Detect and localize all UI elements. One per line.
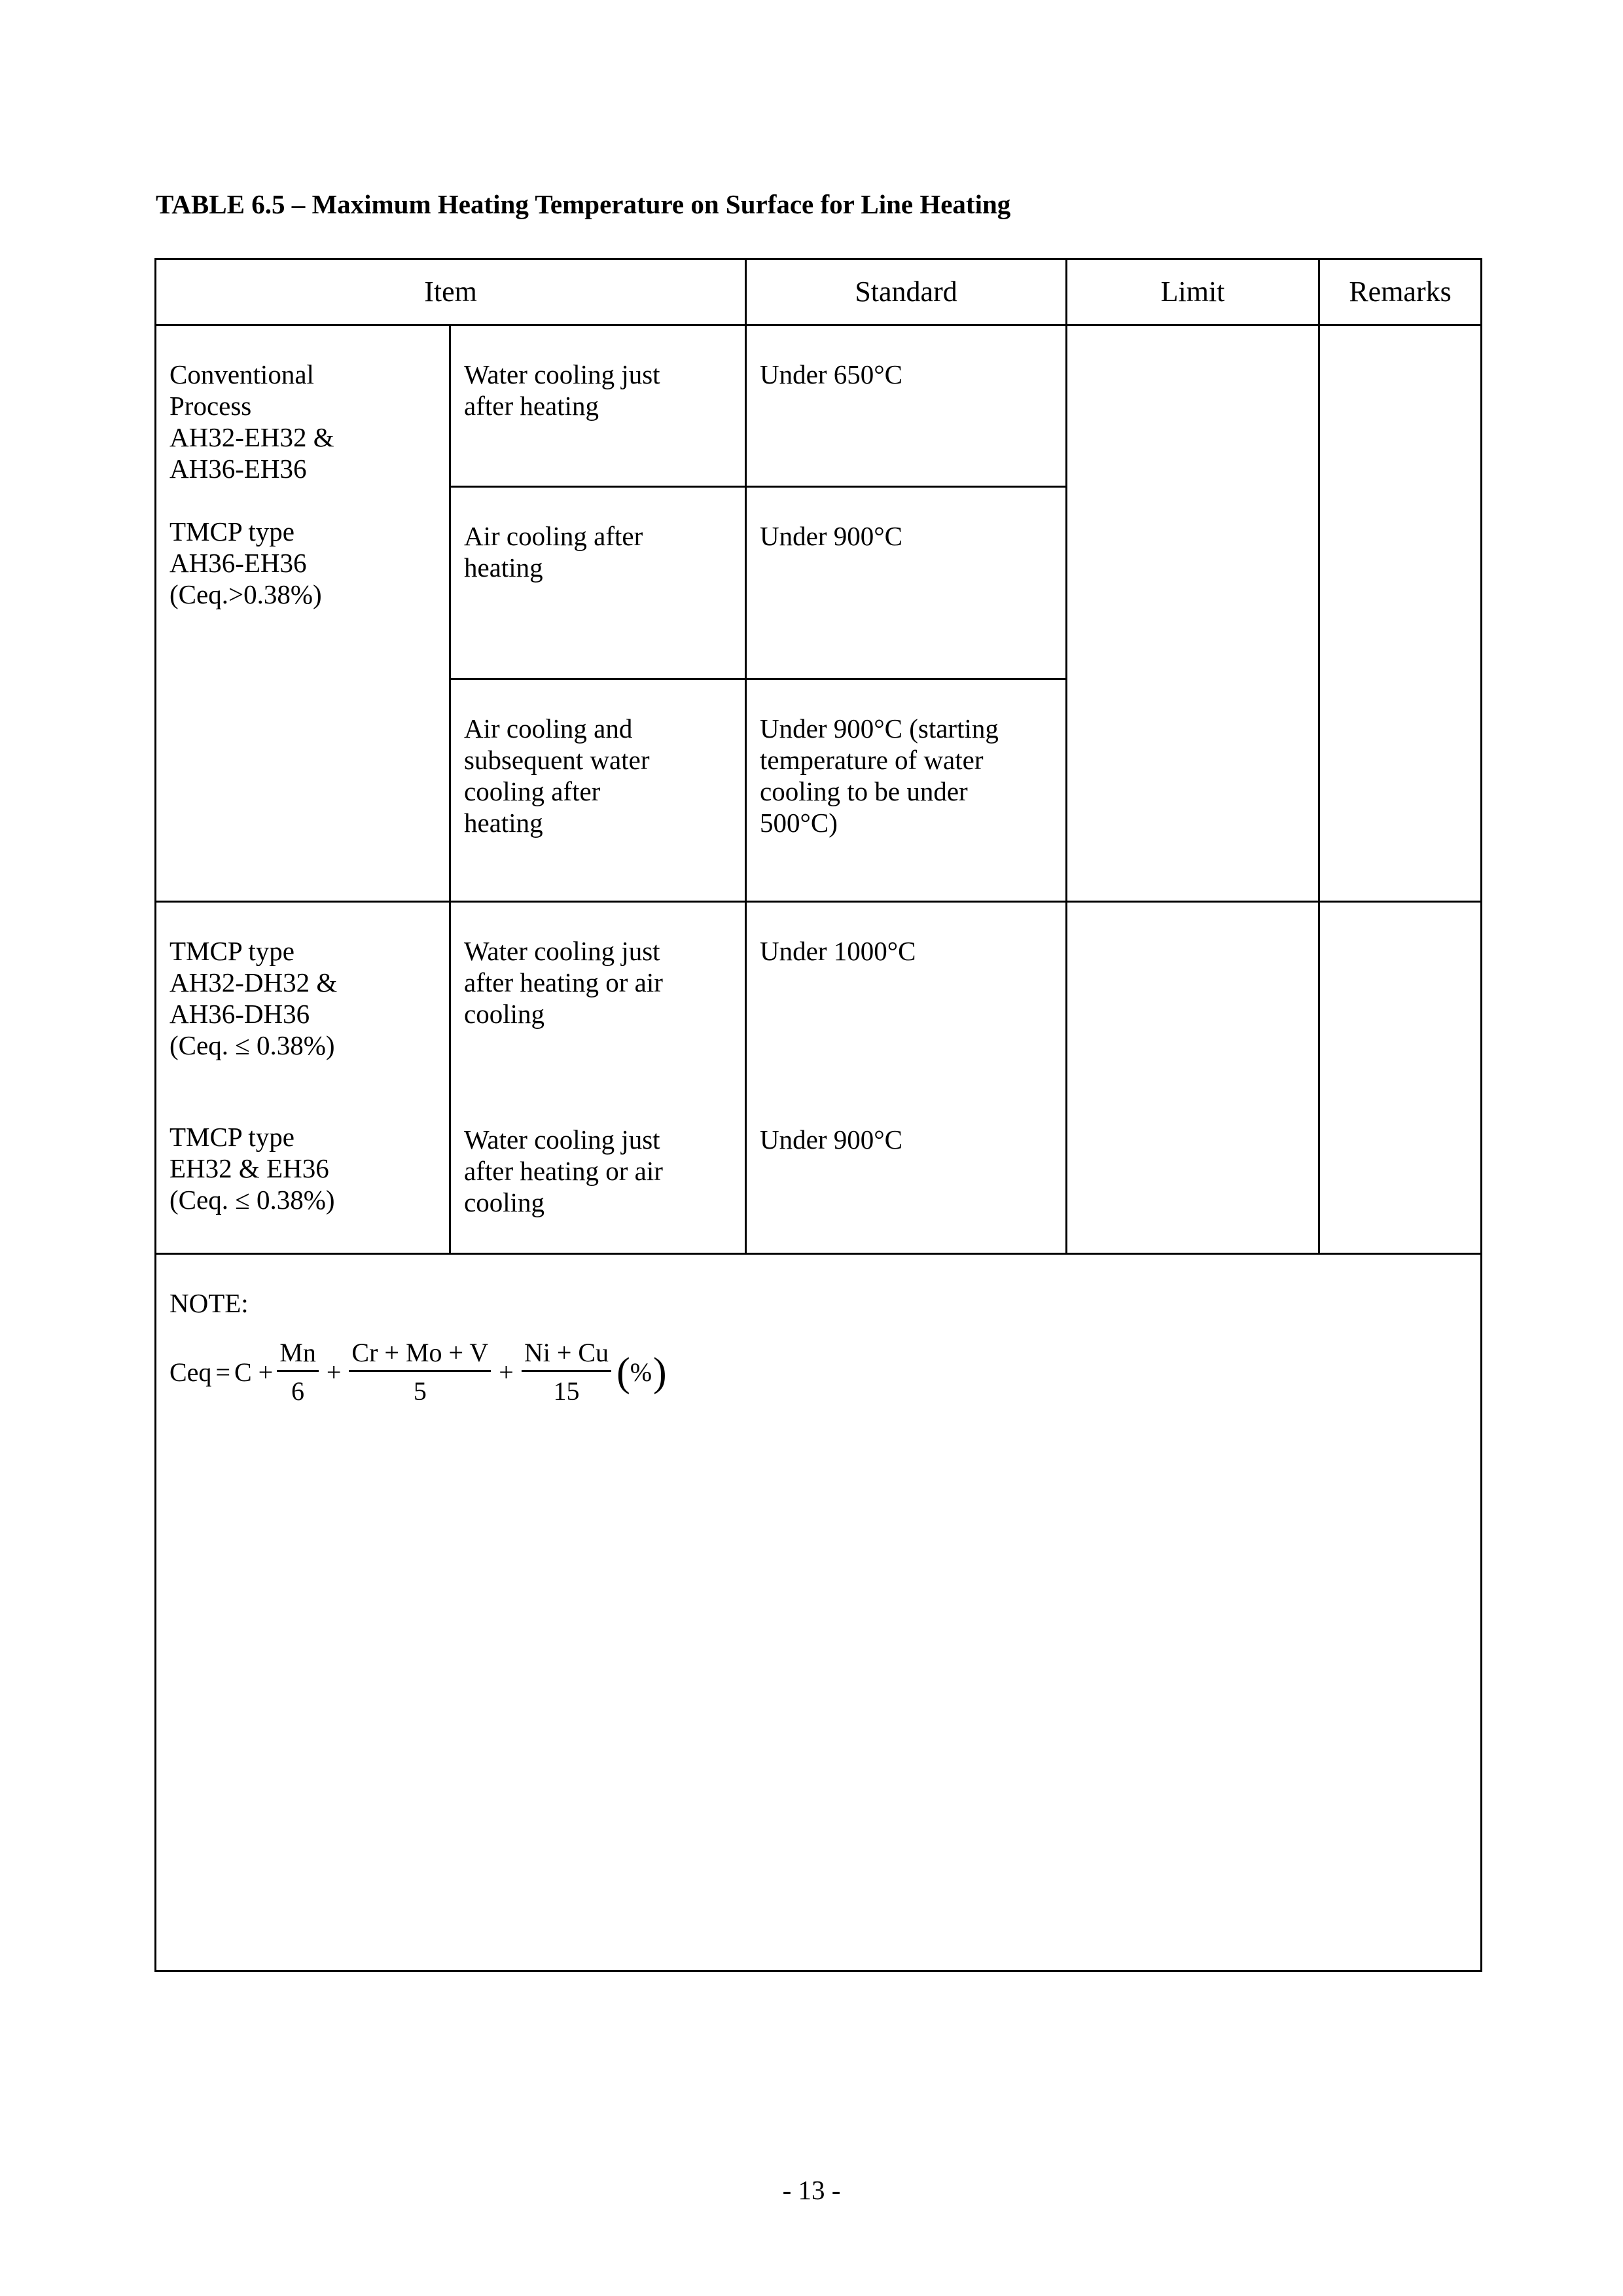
table-row bbox=[156, 325, 1482, 487]
remarks-cell-group2 bbox=[1319, 902, 1482, 1254]
header-remarks: Remarks bbox=[1319, 259, 1482, 325]
heating-temperature-table bbox=[154, 258, 1482, 1972]
cooling-cell: Air cooling and subsequent water cooling after heating bbox=[450, 679, 746, 902]
header-limit: Limit bbox=[1067, 259, 1319, 325]
note-label: NOTE: bbox=[169, 1288, 249, 1318]
note-cell bbox=[156, 1254, 1482, 1971]
fraction-cr-mo-v: $\frac{Cr + Mo + V}{5}$ bbox=[349, 1338, 491, 1406]
header-standard: Standard bbox=[746, 259, 1067, 325]
cooling-cell: Water cooling just after heating bbox=[450, 325, 746, 487]
item-tmcp-dh: TMCP type AH32-DH32 & AH36-DH36 (Ceq. ≤ 0.38%) bbox=[169, 936, 338, 1060]
ceq-formula bbox=[169, 1338, 1467, 1406]
note-row bbox=[156, 1254, 1482, 1971]
standard-cell: Under 900°C bbox=[746, 487, 1067, 679]
formula-unit: % bbox=[630, 1357, 652, 1387]
header-item: Item bbox=[156, 259, 746, 325]
fraction-mn: $\frac{Mn}{6}$ bbox=[277, 1338, 319, 1406]
formula-plus: + bbox=[326, 1357, 342, 1387]
header-row bbox=[156, 259, 1482, 325]
item-cell-group1 bbox=[156, 325, 450, 902]
formula-lhs: Ceq bbox=[169, 1357, 212, 1387]
table-row bbox=[156, 902, 1482, 1254]
table-title: TABLE 6.5 – Maximum Heating Temperature on Surface for Line Heating bbox=[156, 189, 1011, 219]
formula-c-term: C + bbox=[234, 1357, 274, 1387]
item-tmcp-eh: TMCP type EH32 & EH36 (Ceq. ≤ 0.38%) bbox=[169, 1122, 335, 1215]
limit-cell-group1 bbox=[1067, 325, 1319, 902]
standard-cell-group2: Under 1000°C Under 900°C bbox=[746, 902, 1067, 1254]
cooling-cell: Air cooling after heating bbox=[450, 487, 746, 679]
formula-plus: + bbox=[499, 1357, 514, 1387]
item-cell-group2 bbox=[156, 902, 450, 1254]
remarks-cell-group1 bbox=[1319, 325, 1482, 902]
cooling-cell-group2: Water cooling just after heating or air cooling Water cooling just after heating or air cooling bbox=[450, 902, 746, 1254]
item-conventional-process: Conventional Process AH32-EH32 & AH36-EH36 bbox=[169, 359, 334, 484]
formula-open-paren: ( bbox=[616, 1350, 630, 1395]
fraction-ni-cu: $\frac{Ni + Cu}{15}$ bbox=[522, 1338, 611, 1406]
standard-cell: Under 900°C (starting temperature of water cooling to be under 500°C) bbox=[746, 679, 1067, 902]
page-number: - 13 - bbox=[782, 2175, 841, 2205]
standard-cell: Under 650°C bbox=[746, 325, 1067, 487]
item-tmcp-high-ceq: TMCP type AH36-EH36 (Ceq.>0.38%) bbox=[169, 516, 322, 609]
formula-close-paren: ) bbox=[653, 1350, 667, 1395]
limit-cell-group2 bbox=[1067, 902, 1319, 1254]
formula-equals: = bbox=[215, 1357, 230, 1387]
